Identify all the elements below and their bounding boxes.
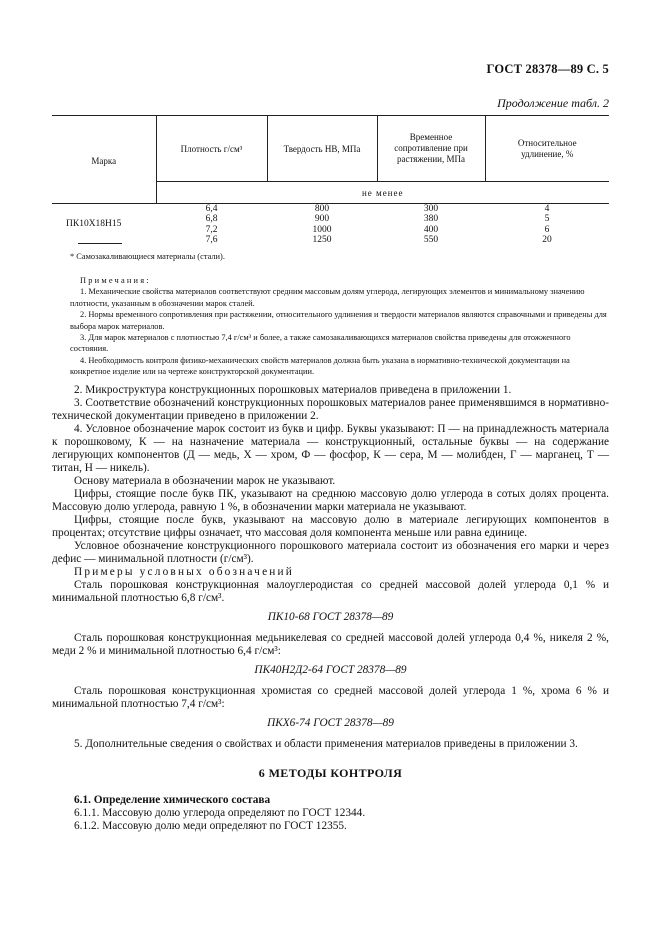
example-3-code: ПКХ6-74 ГОСТ 28378—89 [267, 717, 394, 729]
paragraph-4c: Цифры, стоящие после букв, указывают на массовую долю в материале легирующих компонентов в процентах; отсутствие цифры означает, что массовая доля компонента меньше или равна единице. [52, 514, 609, 539]
hardness-value: 1250 [312, 234, 332, 245]
note-1: 1. Механические свойства материалов соответствуют средним массовым долям углерода, легирующих элементов и минимальному значению плотности, указанным в обозначении марок сталей. [70, 287, 585, 308]
hardness-value: 1000 [312, 224, 332, 235]
example-2: Сталь порошковая конструкционная медьникелевая со средней массовой долей углерода 0,4 %, никеля 2 %, меди 2 % и минимальной плотностью 6,4 г/см³: [52, 632, 609, 657]
body-text [52, 384, 609, 833]
paragraph-3: 3. Соответствие обозначений конструкционных порошковых материалов ранее применявшимся в нормативно-технической документации приведено в приложении 2. [52, 397, 609, 422]
footnote: * Самозакаливающиеся материалы (стали). [70, 252, 225, 261]
note-3: 3. Для марок материалов с плотностью 7,4 г/см³ и более, а также самозакаливающихся материалов свойства приведены для отожженного состояния. [70, 333, 571, 354]
elongation-value: 5 [544, 214, 550, 225]
notes [70, 275, 610, 378]
note-2: 2. Нормы временного сопротивления при растяжении, относительного удлинения и твердости материалов являются справочными и приведены для выбора марок материалов. [70, 310, 607, 331]
paragraph-4d: Условное обозначение конструкционного порошкового материала состоит из обозначения его марки и через дефис — минимальной плотности (г/см³). [52, 540, 609, 565]
notes-title: Примечания: [80, 276, 151, 285]
paragraph-4b: Цифры, стоящие после букв ПК, указывают на среднюю массовую долю углерода в сотых долях процента. Массовую долю углерода, равную 1 %, в обозначении марки материала не указывают. [52, 488, 609, 513]
density-value: 7,2 [205, 224, 218, 235]
paragraph-4: 4. Условное обозначение марок состоит из букв и цифр. Буквы указывают: П — на принадлежность материала к порошковому, К — на назначение материала — конструкционный, остальные буквы — на содержание легирующих компонентов (Д — медь, Х — хром, Ф — фосфор, К — сера, М — молибден, Г — марганец, Т — титан, Н — никель). [52, 423, 609, 474]
elongation-value: 6 [544, 224, 550, 235]
header-density: Плотность г/см³ [156, 116, 267, 182]
clause-6-1-1: 6.1.1. Массовую долю углерода определяют по ГОСТ 12344. [74, 807, 366, 819]
tensile-value: 400 [423, 224, 439, 235]
clause-6-1-2: 6.1.2. Массовую долю меди определяют по ГОСТ 12355. [74, 820, 347, 832]
tensile-value: 380 [423, 214, 439, 225]
header-grade: Марка [52, 116, 156, 204]
page-header: ГОСТ 28378—89 С. 5 [486, 62, 609, 76]
properties-table [52, 115, 609, 245]
example-1-code: ПК10-68 ГОСТ 28378—89 [267, 611, 394, 623]
density-value: 6,4 [205, 204, 218, 214]
density-value: 7,6 [205, 234, 218, 245]
paragraph-2: 2. Микроструктура конструкционных порошковых материалов приведена в приложении 1. [74, 384, 512, 396]
elongation-value: 4 [544, 204, 550, 214]
header-hardness: Твердость НВ, МПа [267, 116, 377, 182]
table-continuation: Продолжение табл. 2 [497, 96, 609, 110]
paragraph-4a: Основу материала в обозначении марок не указывают. [74, 475, 336, 487]
header-elongation: Относительное удлинение, % [485, 116, 609, 182]
header-tensile: Временное сопротивление при растяжении, МПа [377, 116, 485, 182]
examples-title: Примеры условных обозначений [74, 566, 295, 578]
example-3: Сталь порошковая конструкционная хромистая со средней массовой долей углерода 1 %, хрома 6 % и минимальной плотностью 7,4 г/см³: [52, 685, 609, 710]
tensile-value: 550 [423, 234, 439, 245]
example-1: Сталь порошковая конструкционная малоуглеродистая со средней массовой долей углерода 0,1 % и минимальной плотностью 6,8 г/см³. [52, 579, 609, 604]
paragraph-5: 5. Дополнительные сведения о свойствах и области применения материалов приведены в приложении 3. [74, 738, 578, 750]
section-title: 6 МЕТОДЫ КОНТРОЛЯ [258, 766, 403, 780]
elongation-value: 20 [542, 234, 552, 245]
footnote-rule [78, 243, 122, 244]
subheader-min: не менее [156, 182, 609, 204]
density-value: 6,8 [205, 214, 218, 225]
grade-cell: ПК10Х18Н15 [66, 219, 122, 230]
example-2-code: ПК40Н2Д2-64 ГОСТ 28378—89 [254, 664, 407, 676]
tensile-value: 300 [423, 204, 439, 214]
note-4: 4. Необходимость контроля физико-механических свойств материалов должна быть указана в нормативно-технической документации на конкретное изделие или на чертеже конструкторской документации. [70, 355, 570, 377]
hardness-value: 900 [314, 214, 330, 225]
subsection-6-1: 6.1. Определение химического состава [74, 794, 271, 806]
hardness-value: 800 [314, 204, 330, 214]
